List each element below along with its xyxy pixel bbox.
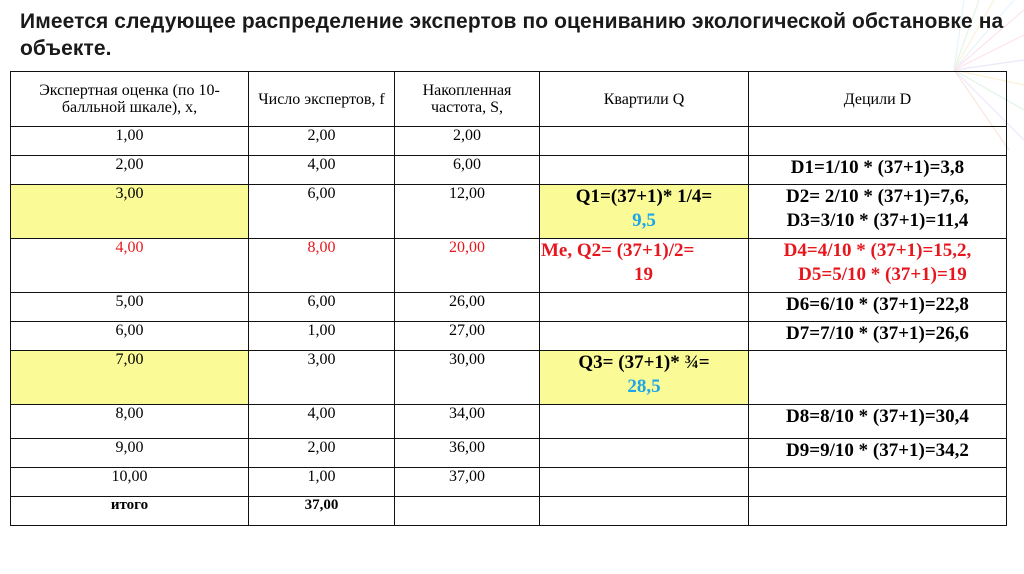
- distribution-table: [10, 71, 1007, 526]
- cell-quartile-q1: [540, 185, 749, 239]
- cell-score: 1,00: [11, 127, 249, 156]
- table-row: [11, 322, 1007, 351]
- cell-quartile: [540, 405, 749, 439]
- table-row: [11, 439, 1007, 468]
- table-total-row: [11, 497, 1007, 526]
- table-header-row: [11, 72, 1007, 127]
- cell-count: 2,00: [249, 127, 395, 156]
- median-formula: Me, Q2= (37+1)/2=: [541, 240, 695, 261]
- cell-total-label: итого: [11, 497, 249, 526]
- q3-formula: Q3= (37+1)* ¾=: [578, 352, 710, 373]
- d3-formula: D3=3/10 * (37+1)=11,4: [786, 210, 969, 231]
- cell-count: 4,00: [249, 156, 395, 185]
- cell-score: 5,00: [11, 293, 249, 322]
- cell-decile: [749, 497, 1007, 526]
- cell-quartile: [540, 322, 749, 351]
- median-value: 19: [634, 264, 653, 285]
- cell-decile: D9=9/10 * (37+1)=34,2: [749, 439, 1007, 468]
- table-row-median: [11, 239, 1007, 293]
- cell-score: 7,00: [11, 351, 249, 405]
- cell-cumulative: 27,00: [395, 322, 540, 351]
- cell-score: 4,00: [11, 239, 249, 293]
- cell-count: 6,00: [249, 185, 395, 239]
- cell-count: 3,00: [249, 351, 395, 405]
- d2-formula: D2= 2/10 * (37+1)=7,6,: [786, 186, 969, 207]
- cell-decile: D8=8/10 * (37+1)=30,4: [749, 405, 1007, 439]
- d4-formula: D4=4/10 * (37+1)=15,2,: [783, 240, 972, 261]
- cell-count: 1,00: [249, 322, 395, 351]
- cell-quartile-median: [540, 239, 749, 293]
- d5-formula: D5=5/10 * (37+1)=19: [798, 264, 967, 285]
- cell-count: 1,00: [249, 468, 395, 497]
- cell-cumulative: 26,00: [395, 293, 540, 322]
- cell-decile: [749, 239, 1007, 293]
- q1-value: 9,5: [632, 210, 656, 231]
- cell-cumulative: 12,00: [395, 185, 540, 239]
- cell-score: 6,00: [11, 322, 249, 351]
- cell-cumulative: 6,00: [395, 156, 540, 185]
- cell-decile: [749, 185, 1007, 239]
- cell-quartile: [540, 439, 749, 468]
- table-row: [11, 156, 1007, 185]
- table-row: [11, 351, 1007, 405]
- cell-cumulative: [395, 497, 540, 526]
- cell-count: 6,00: [249, 293, 395, 322]
- cell-quartile: [540, 127, 749, 156]
- q1-formula: Q1=(37+1)* 1/4=: [575, 186, 713, 207]
- page-title: Имеется следующее распределение экспертов по оцениванию экологической обстановке на объекте.: [20, 10, 1004, 60]
- table-row: [11, 185, 1007, 239]
- cell-quartile: [540, 497, 749, 526]
- cell-count: 8,00: [249, 239, 395, 293]
- cell-decile: D7=7/10 * (37+1)=26,6: [749, 322, 1007, 351]
- cell-quartile: [540, 293, 749, 322]
- q3-value: 28,5: [627, 376, 661, 397]
- cell-quartile: [540, 156, 749, 185]
- cell-quartile-q3: [540, 351, 749, 405]
- table-row: [11, 468, 1007, 497]
- cell-cumulative: 37,00: [395, 468, 540, 497]
- cell-cumulative: 36,00: [395, 439, 540, 468]
- cell-decile: D6=6/10 * (37+1)=22,8: [749, 293, 1007, 322]
- header-expert-score: Экспертная оценка (по 10- балльной шкале), x,: [11, 72, 249, 127]
- cell-total-count: 37,00: [249, 497, 395, 526]
- cell-cumulative: 34,00: [395, 405, 540, 439]
- cell-quartile: [540, 468, 749, 497]
- header-expert-count: Число экспертов, f: [249, 72, 395, 127]
- header-deciles: Децили D: [749, 72, 1007, 127]
- cell-score: 9,00: [11, 439, 249, 468]
- cell-score: 8,00: [11, 405, 249, 439]
- cell-cumulative: 30,00: [395, 351, 540, 405]
- cell-decile: [749, 468, 1007, 497]
- cell-cumulative: 20,00: [395, 239, 540, 293]
- cell-decile: [749, 127, 1007, 156]
- table-row: [11, 293, 1007, 322]
- cell-score: 3,00: [11, 185, 249, 239]
- table-row: [11, 127, 1007, 156]
- cell-count: 2,00: [249, 439, 395, 468]
- cell-decile: D1=1/10 * (37+1)=3,8: [749, 156, 1007, 185]
- header-quartiles: Квартили Q: [540, 72, 749, 127]
- cell-score: 2,00: [11, 156, 249, 185]
- header-cumulative-frequency: Накопленная частота, S,: [395, 72, 540, 127]
- table-row: [11, 405, 1007, 439]
- cell-count: 4,00: [249, 405, 395, 439]
- cell-decile: [749, 351, 1007, 405]
- cell-score: 10,00: [11, 468, 249, 497]
- cell-cumulative: 2,00: [395, 127, 540, 156]
